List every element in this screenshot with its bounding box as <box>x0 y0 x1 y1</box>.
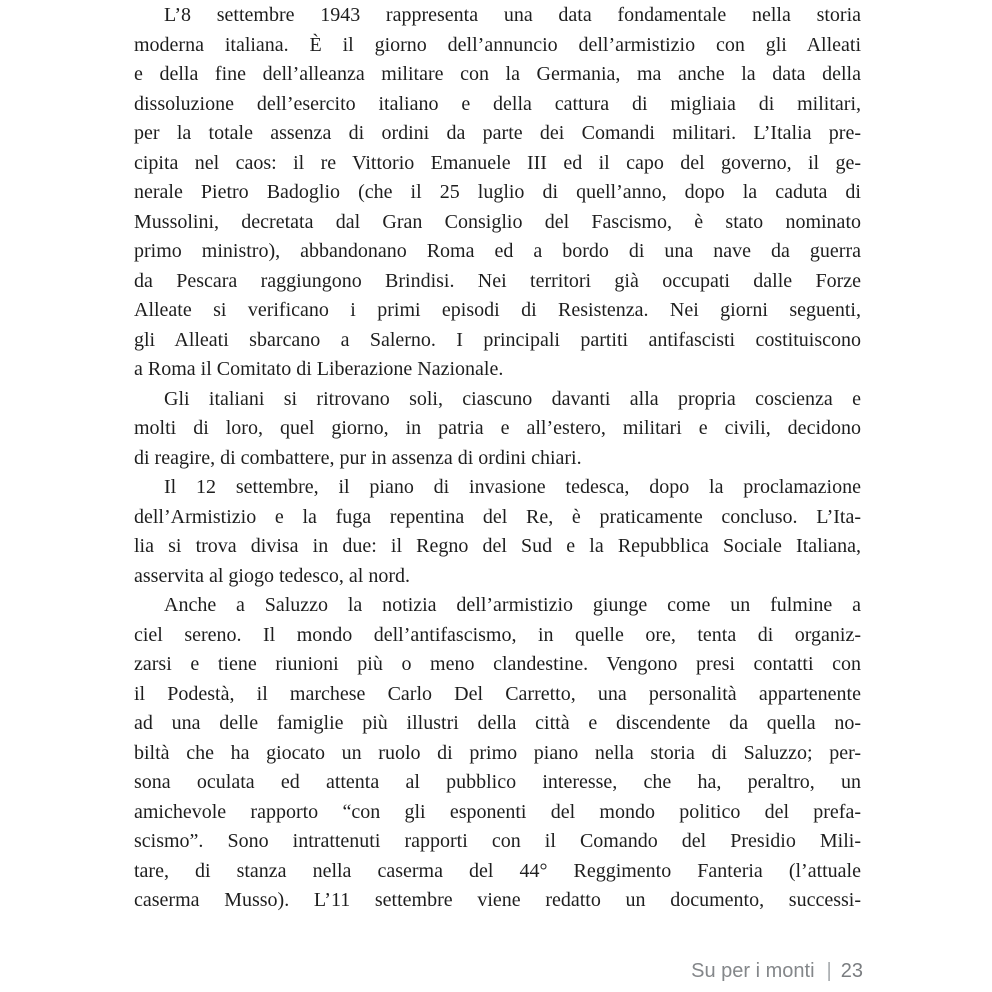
text-line: L’8 settembre 1943 rappresenta una data fondamentale nella storia <box>164 4 861 26</box>
text-line: tare, di stanza nella caserma del 44° Reggimento Fanteria (l’attuale <box>134 859 861 882</box>
text-line: sona oculata ed attenta al pubblico interesse, che ha, peraltro, un <box>134 771 861 793</box>
text-line: primo ministro), abbandonano Roma ed a bordo di una nave da guerra <box>134 240 861 262</box>
text-line: moderna italiana. È il giorno dell’annuncio dell’armistizio con gli Alleati <box>134 33 861 56</box>
text-line: dissoluzione dell’esercito italiano e della cattura di migliaia di militari, <box>134 92 861 115</box>
text-line: nerale Pietro Badoglio (che il 25 luglio di quell’anno, dopo la caduta di <box>134 181 861 203</box>
page-number: 23 <box>840 960 863 982</box>
text-line: biltà che ha giocato un ruolo di primo piano nella storia di Saluzzo; per- <box>134 741 861 764</box>
text-line: Alleate si verificano i primi episodi di Resistenza. Nei giorni seguenti, <box>134 299 861 321</box>
text-line: da Pescara raggiungono Brindisi. Nei territori già occupati dalle Forze <box>134 269 861 292</box>
text-line: e della fine dell’alleanza militare con la Germania, ma anche la data della <box>134 63 861 85</box>
text-line: ciel sereno. Il mondo dell’antifascismo, in quelle ore, tenta di organiz- <box>134 623 861 646</box>
page-footer <box>691 959 863 983</box>
text-line: Gli italiani si ritrovano soli, ciascuno davanti alla propria coscienza e <box>164 387 861 410</box>
text-line: Anche a Saluzzo la notizia dell’armistizio giunge come un fulmine a <box>164 594 861 616</box>
text-line: Il 12 settembre, il piano di invasione tedesca, dopo la proclamazione <box>164 476 861 498</box>
text-line: asservita al giogo tedesco, al nord. <box>134 564 411 587</box>
text-line: di reagire, di combattere, pur in assenza di ordini chiari. <box>134 446 582 469</box>
text-line: gli Alleati sbarcano a Salerno. I principali partiti antifascisti costituiscono <box>134 328 861 351</box>
text-line: il Podestà, il marchese Carlo Del Carretto, una personalità appartenente <box>134 682 861 705</box>
text-line: cipita nel caos: il re Vittorio Emanuele III ed il capo del governo, il ge- <box>134 151 861 174</box>
footer-separator: | <box>826 960 832 982</box>
text-line: caserma Musso). L’11 settembre viene redatto un documento, successi- <box>134 889 861 911</box>
body-text <box>134 1 861 916</box>
text-line: ad una delle famiglie più illustri della città e discendente da quella no- <box>134 712 861 734</box>
text-line: Mussolini, decretata dal Gran Consiglio del Fascismo, è stato nominato <box>134 210 861 233</box>
text-line: a Roma il Comitato di Liberazione Nazionale. <box>134 358 504 380</box>
text-line: molti di loro, quel giorno, in patria e all’estero, militari e civili, decidono <box>134 417 861 439</box>
text-line: zarsi e tiene riunioni più o meno clandestine. Vengono presi contatti con <box>134 653 861 675</box>
text-line: per la totale assenza di ordini da parte dei Comandi militari. L’Italia pre- <box>134 122 861 144</box>
text-line: scismo”. Sono intrattenuti rapporti con il Comando del Presidio Mili- <box>134 830 861 852</box>
text-line: dell’Armistizio e la fuga repentina del Re, è praticamente concluso. L’Ita- <box>134 505 861 528</box>
text-line: amichevole rapporto “con gli esponenti del mondo politico del prefa- <box>134 800 861 823</box>
running-title: Su per i monti <box>691 960 815 982</box>
text-line: lia si trova divisa in due: il Regno del Sud e la Repubblica Sociale Italiana, <box>134 535 861 557</box>
